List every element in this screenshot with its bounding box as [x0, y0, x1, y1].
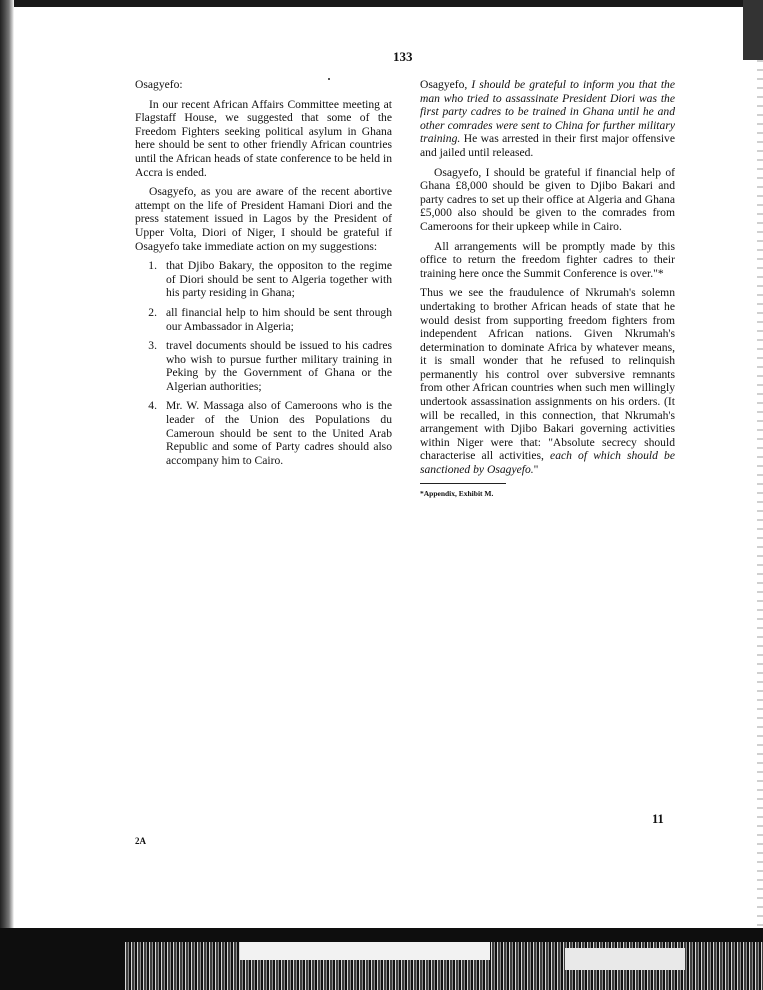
- list-item: [135, 259, 392, 300]
- list-text: Mr. W. Massaga also of Cameroons who is the leader of the Union des Populations du Cameroun should be sent to the United Arab Republic and some of Party cadres should also accompany him to Cairo.: [166, 399, 392, 467]
- left-column: [135, 78, 392, 473]
- paragraph: [420, 78, 675, 160]
- signature-mark: 2A: [135, 836, 146, 846]
- italic-text: each of which should be sanctioned by Osagyefo.: [420, 449, 675, 477]
- right-column: [420, 78, 675, 500]
- footnote: *Appendix, Exhibit M.: [420, 488, 494, 498]
- text-run: ": [533, 463, 539, 477]
- list-item: [135, 399, 392, 467]
- text-run: Osagyefo,: [420, 78, 472, 91]
- list-item: [135, 306, 392, 333]
- footnote-rule: [420, 483, 506, 484]
- list-text: travel documents should be issued to his cadres who wish to pursue further military training in Peking by the Government of Ghana or the Algerian authorities;: [166, 339, 392, 393]
- scan-bottom-edge: [0, 928, 763, 990]
- scan-right-edge: [757, 60, 763, 930]
- list-text: all financial help to him should be sent through our Ambassador in Algeria;: [166, 305, 392, 333]
- text-run: Thus we see the fraudulence of Nkrumah's solemn undertaking to brother African heads of state that he would desist from supporting freedom fighters from independent African nations. Given Nkrumah's determination to dominate Africa by whatever means, it is small wonder that he refused to relinquish permanently his control over subversive remnants from other African countries when such men willingly undertook assassination assignments on his orders. (It will be recalled, in this connection, that Nkrumah's arrangement with Djibo Bakari governing activities within Niger were that: "Absolute secrecy should characterise all activities,: [420, 286, 675, 463]
- paragraph: Osagyefo, as you are aware of the recent abortive attempt on the life of President Hamani Diori and the press statement issued in Lagos by the President of Upper Volta, Diori of Niger, I should be grateful if Osagyefo take immediate action on my suggestions:: [135, 185, 392, 253]
- list-text: that Djibo Bakary, the oppositon to the regime of Diori should be sent to Algeria together with his party residing in Ghana;: [166, 259, 392, 300]
- suggestion-list: [135, 259, 392, 467]
- scan-top-edge: [0, 0, 763, 7]
- page-number: 133: [393, 49, 413, 64]
- list-number: 1.: [148, 259, 157, 273]
- list-number: 4.: [148, 399, 157, 413]
- scan-left-edge: [0, 0, 14, 990]
- list-item: [135, 339, 392, 393]
- italic-text: I should be grateful to inform you that the man who tried to assassinate President Diori was the first party cadres to be trained in Ghana until he and other comrades were sent to China for further military training.: [420, 78, 675, 146]
- list-number: 3.: [148, 339, 157, 353]
- paragraph: Osagyefo, I should be grateful if financial help of Ghana £8,000 should be given to Djibo Bakari and party cadres to set up their office at Algeria and Ghana £5,000 also should be given to the comrades from Cameroons for their upkeep while in Cairo.: [420, 165, 675, 233]
- paragraph: In our recent African Affairs Committee meeting at Flagstaff House, we suggested that some of the Freedom Fighters seeking political asylum in Ghana here should be sent to other friendly African countries until the African heads of state conference to be held in Accra is ended.: [135, 97, 392, 179]
- folio-number: 11: [652, 812, 664, 826]
- paragraph: [420, 286, 675, 476]
- salutation: Osagyefo:: [135, 78, 183, 91]
- scan-right-corner: [743, 0, 763, 60]
- list-number: 2.: [148, 305, 157, 319]
- paragraph: All arrangements will be promptly made by this office to return the freedom fighter cadres to their training here once the Summit Conference is over."*: [420, 239, 675, 280]
- text-run: He was arrested in their first major offensive and jailed until released.: [420, 132, 675, 159]
- scan-artifact: [565, 948, 685, 970]
- scan-artifact: [240, 942, 490, 960]
